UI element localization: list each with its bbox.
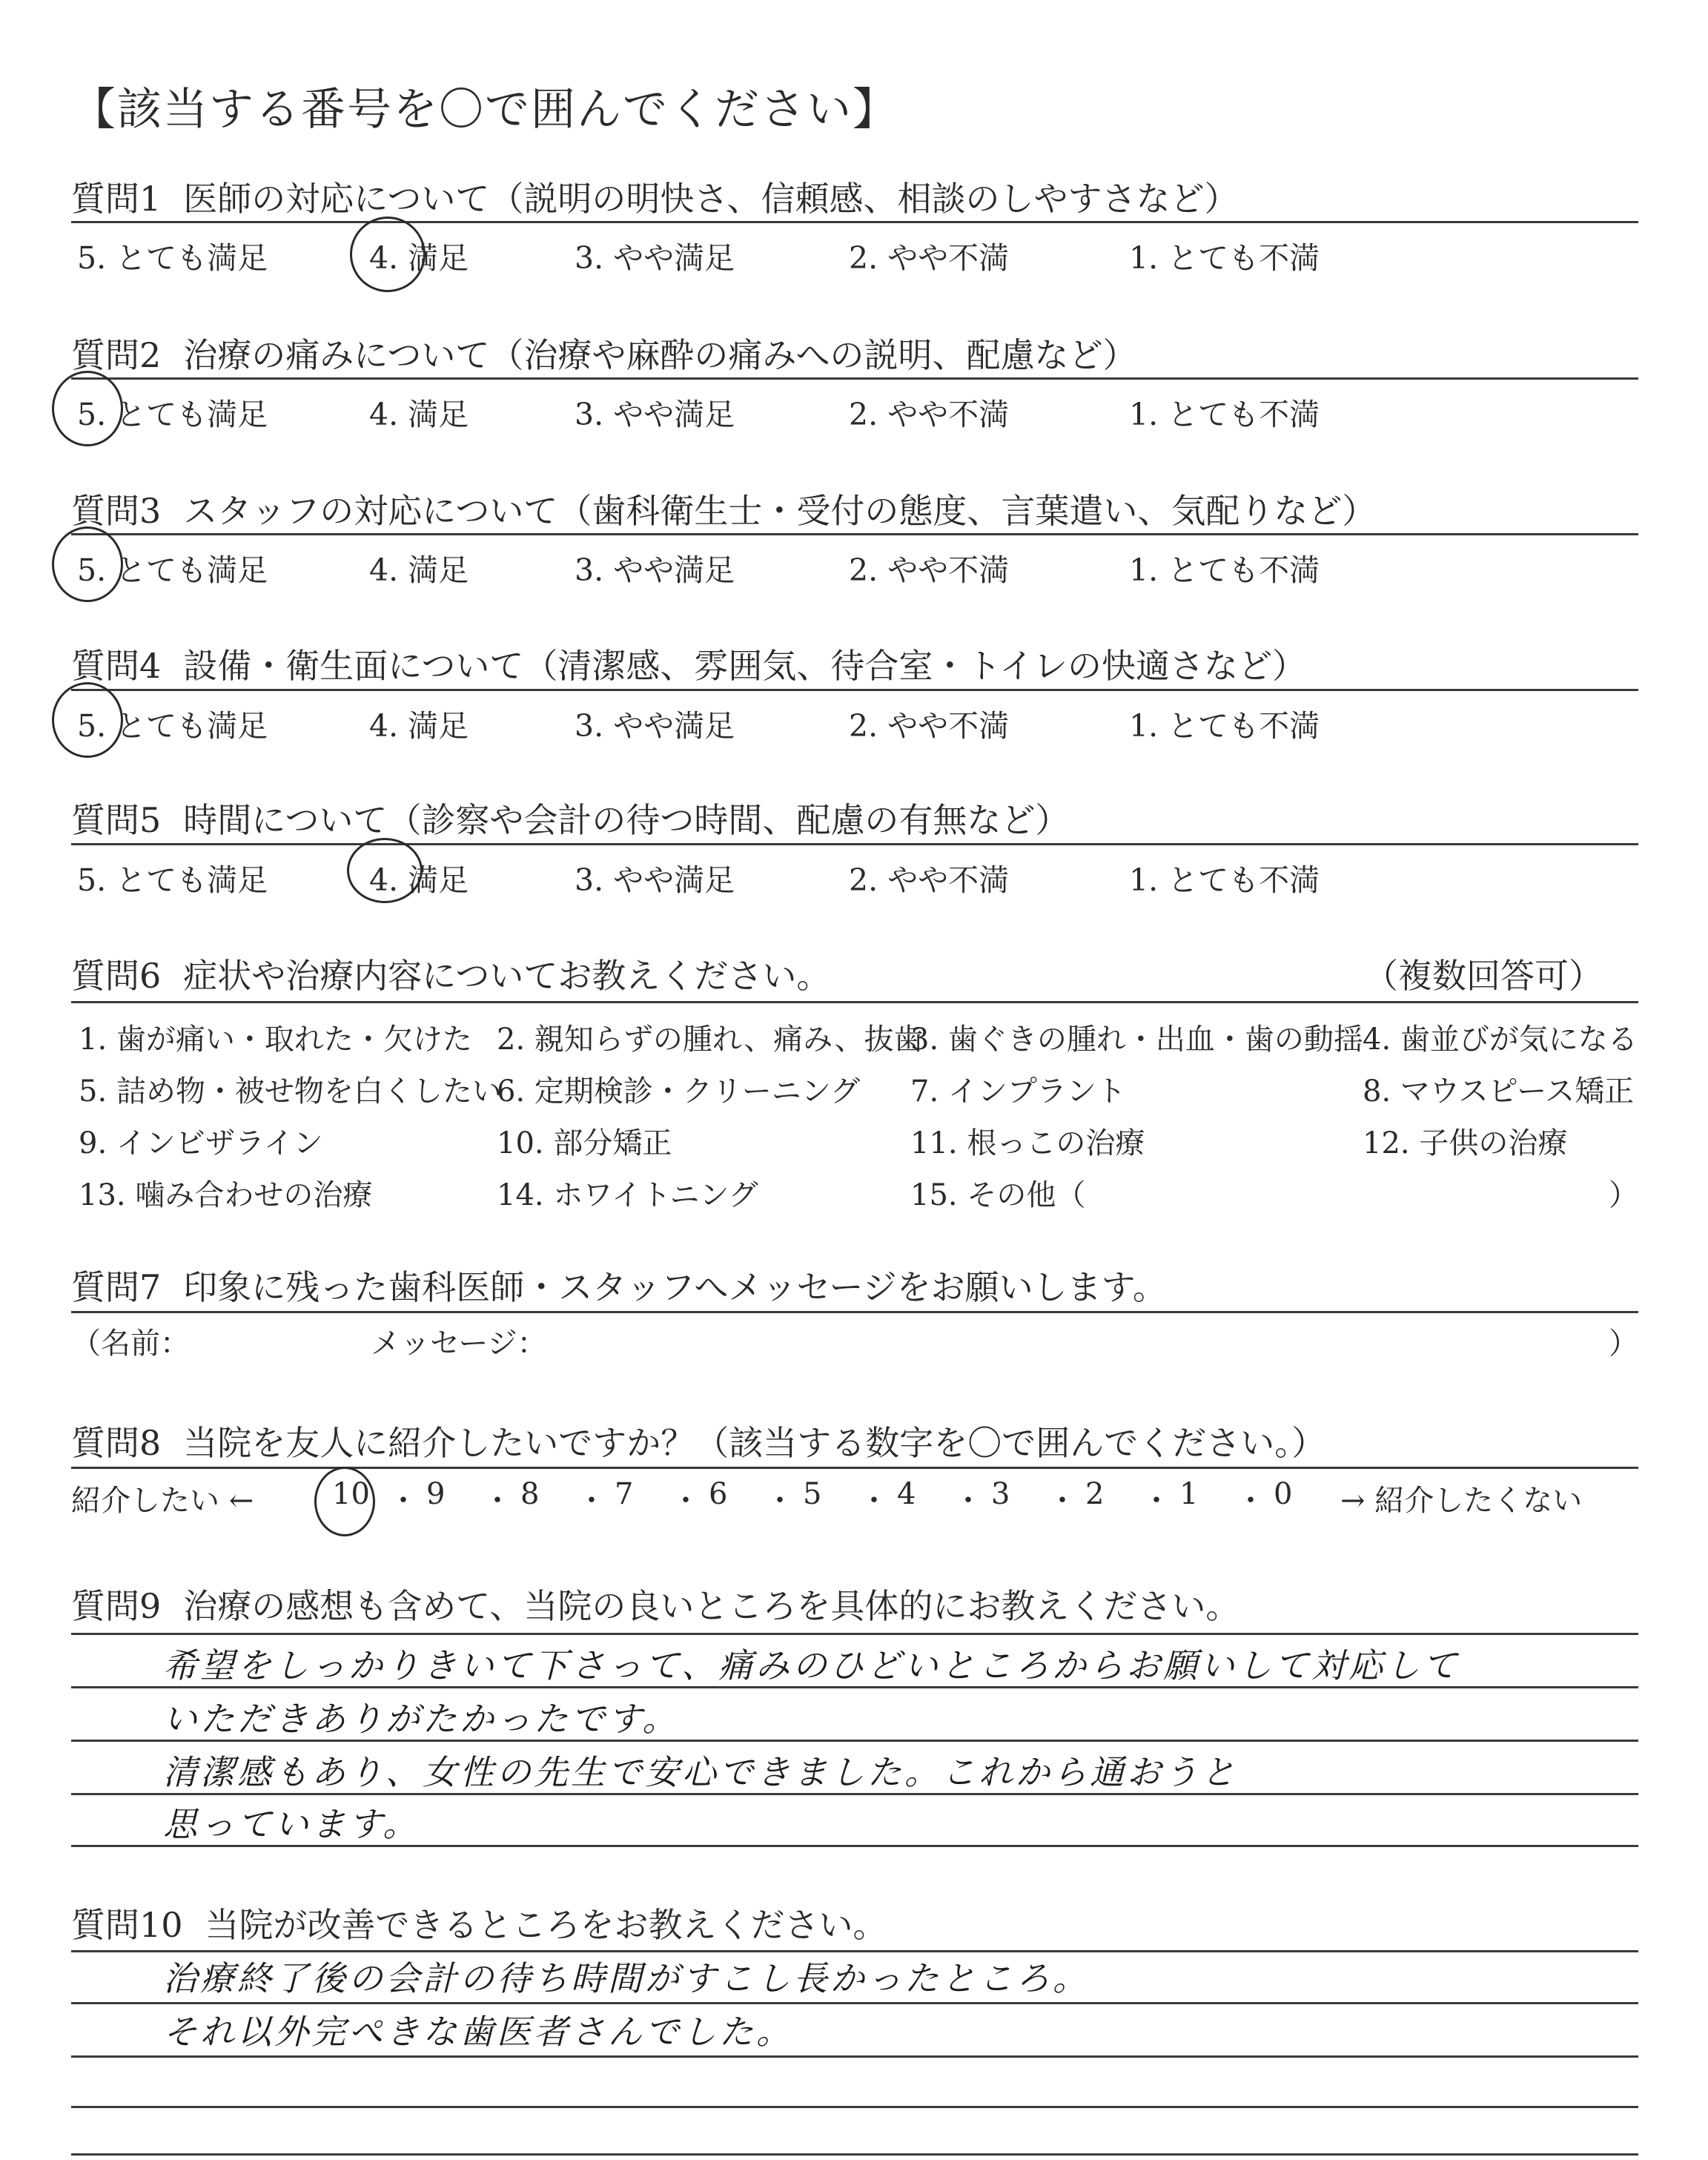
selected-circle-mark	[350, 217, 426, 292]
option-4[interactable]: 4. 満足	[369, 552, 469, 588]
question-number: 質問6	[71, 956, 162, 996]
option-1[interactable]: 1. とても不満	[1129, 708, 1320, 744]
question-text: 治療の感想も含めて、当院の良いところを具体的にお教えください。	[183, 1586, 1240, 1626]
option-1[interactable]: 1. とても不満	[1129, 862, 1320, 898]
option-1[interactable]: 1. とても不満	[1129, 240, 1320, 276]
question-number: 質問9	[71, 1586, 162, 1626]
question-text: 症状や治療内容についてお教えください。	[183, 956, 831, 996]
scale-number-4[interactable]: 4	[897, 1477, 916, 1511]
option-3[interactable]: 3. やや満足	[575, 397, 735, 432]
scale-number-9[interactable]: 9	[426, 1477, 446, 1511]
question-number: 質問7	[71, 1267, 162, 1307]
divider	[71, 533, 1638, 535]
scale-number-8[interactable]: 8	[520, 1477, 540, 1511]
scale-separator: ・	[953, 1484, 983, 1518]
recommend-left-label: 紹介したい ←	[71, 1484, 254, 1518]
scale-separator: ・	[671, 1484, 701, 1518]
divider	[71, 377, 1638, 380]
handwritten-answer-line: 思っています。	[163, 1804, 420, 1844]
selected-circle-mark	[347, 838, 423, 903]
question-text: 印象に残った歯科医師・スタッフへメッセージをお願いします。	[183, 1267, 1167, 1307]
question-text: 医師の対応について（説明の明快さ、信頼感、相談のしやすさなど）	[183, 179, 1239, 219]
symptom-option-11[interactable]: 11. 根っこの治療	[910, 1126, 1145, 1160]
scale-separator: ・	[577, 1484, 606, 1518]
divider	[71, 1467, 1638, 1469]
option-5[interactable]: 5. とても満足	[77, 708, 268, 744]
option-4[interactable]: 4. 満足	[369, 240, 469, 276]
symptom-option-10[interactable]: 10. 部分矯正	[497, 1126, 672, 1160]
divider	[71, 1793, 1638, 1795]
question-2	[71, 328, 1136, 377]
scale-separator: ・	[1236, 1484, 1265, 1518]
scale-separator: ・	[1142, 1484, 1171, 1518]
question-text: 時間について（診察や会計の待つ時間、配慮の有無など）	[183, 800, 1070, 840]
symptom-option-6[interactable]: 6. 定期検診・クリーニング	[497, 1074, 861, 1109]
question-text: 治療の痛みについて（治療や麻酔の痛みへの説明、配慮など）	[183, 335, 1137, 375]
option-2[interactable]: 2. やや不満	[849, 708, 1010, 744]
question-8	[71, 1416, 1325, 1465]
question-4	[71, 639, 1306, 688]
option-3[interactable]: 3. やや満足	[575, 708, 735, 744]
option-2[interactable]: 2. やや不満	[849, 240, 1010, 276]
question-5	[71, 793, 1069, 842]
question-number: 質問4	[71, 646, 162, 686]
question-number: 質問10	[71, 1905, 183, 1945]
divider	[71, 1740, 1638, 1742]
scale-separator: ・	[388, 1484, 418, 1518]
option-5[interactable]: 5. とても満足	[77, 397, 268, 432]
symptom-option-9[interactable]: 9. インビザライン	[79, 1126, 323, 1160]
handwritten-answer-line: 清潔感もあり、女性の先生で安心できました。これから通おうと	[163, 1752, 1238, 1792]
option-5[interactable]: 5. とても満足	[77, 862, 268, 898]
page-title: 【該当する番号を〇で囲んでください】	[71, 84, 898, 136]
question-text: 当院を友人に紹介したいですか？（該当する数字を〇で囲んでください。）	[183, 1423, 1326, 1463]
scale-number-6[interactable]: 6	[709, 1477, 728, 1511]
selected-circle-mark	[52, 371, 123, 446]
handwritten-answer-line: いただきありがたかったです。	[163, 1699, 680, 1739]
question-9	[71, 1579, 1239, 1628]
other-close-paren: ）	[1609, 1178, 1638, 1212]
option-3[interactable]: 3. やや満足	[575, 862, 735, 898]
option-1[interactable]: 1. とても不満	[1129, 397, 1320, 432]
symptom-option-13[interactable]: 13. 噛み合わせの治療	[79, 1178, 373, 1212]
divider	[71, 1845, 1638, 1847]
selected-circle-mark	[52, 682, 123, 758]
option-3[interactable]: 3. やや満足	[575, 552, 735, 588]
question-1	[71, 172, 1239, 221]
question-7	[71, 1261, 1167, 1309]
scale-separator: ・	[1047, 1484, 1077, 1518]
scale-separator: ・	[859, 1484, 889, 1518]
handwritten-answer-line: それ以外完ぺきな歯医者さんでした。	[163, 2012, 793, 2052]
divider	[71, 1001, 1638, 1003]
scale-number-7[interactable]: 7	[615, 1477, 634, 1511]
symptom-option-2[interactable]: 2. 親知らずの腫れ、痛み、抜歯	[497, 1023, 924, 1057]
question-number: 質問2	[71, 335, 162, 375]
handwritten-answer-line: 希望をしっかりきいて下さって、痛みのひどいところからお願いして対応して	[163, 1645, 1460, 1685]
scale-separator: ・	[483, 1484, 512, 1518]
question-text: 当院が改善できるところをお教えください。	[205, 1905, 887, 1945]
option-2[interactable]: 2. やや不満	[849, 397, 1010, 432]
option-3[interactable]: 3. やや満足	[575, 240, 735, 276]
divider	[71, 2002, 1638, 2004]
question-number: 質問3	[71, 491, 162, 531]
divider	[71, 1633, 1638, 1635]
option-5[interactable]: 5. とても満足	[77, 552, 268, 588]
scale-number-3[interactable]: 3	[991, 1477, 1010, 1511]
divider	[71, 2153, 1638, 2156]
scale-number-0[interactable]: 0	[1274, 1477, 1293, 1511]
option-2[interactable]: 2. やや不満	[849, 552, 1010, 588]
option-4[interactable]: 4. 満足	[369, 862, 469, 898]
symptom-option-14[interactable]: 14. ホワイトニング	[497, 1178, 758, 1212]
scale-separator: ・	[765, 1484, 795, 1518]
option-2[interactable]: 2. やや不満	[849, 862, 1010, 898]
option-1[interactable]: 1. とても不満	[1129, 552, 1320, 588]
divider	[71, 2106, 1638, 2108]
divider	[71, 2055, 1638, 2058]
option-4[interactable]: 4. 満足	[369, 397, 469, 432]
divider	[71, 1686, 1638, 1688]
divider	[71, 221, 1638, 223]
scale-number-5[interactable]: 5	[803, 1477, 822, 1511]
question-number: 質問5	[71, 800, 162, 840]
multiple-answer-note: （複数回答可）	[1364, 956, 1603, 996]
symptom-option-1[interactable]: 1. 歯が痛い・取れた・欠けた	[79, 1023, 472, 1057]
scale-number-1[interactable]: 1	[1179, 1477, 1199, 1511]
name-label: （名前：	[71, 1327, 190, 1361]
selected-circle-mark	[314, 1467, 375, 1536]
divider	[71, 689, 1638, 691]
symptom-option-12[interactable]: 12. 子供の治療	[1363, 1126, 1568, 1160]
recommend-right-label: → 紹介したくない	[1340, 1484, 1583, 1518]
message-label: メッセージ：	[371, 1327, 547, 1361]
question-10	[71, 1898, 887, 1947]
question-3	[71, 484, 1376, 533]
scale-number-2[interactable]: 2	[1085, 1477, 1105, 1511]
divider	[71, 843, 1638, 845]
question-number: 質問8	[71, 1423, 162, 1463]
symptom-option-8[interactable]: 8. マウスピース矯正	[1363, 1074, 1635, 1109]
selected-circle-mark	[52, 526, 123, 602]
symptom-option-4[interactable]: 4. 歯並びが気になる	[1363, 1023, 1638, 1057]
symptom-option-5[interactable]: 5. 詰め物・被せ物を白くしたい	[79, 1074, 502, 1109]
question-text: スタッフの対応について（歯科衛生士・受付の態度、言葉遣い、気配りなど）	[183, 491, 1377, 531]
message-close-paren: ）	[1609, 1327, 1638, 1361]
option-4[interactable]: 4. 満足	[369, 708, 469, 744]
question-6	[71, 949, 830, 998]
scale-number-10[interactable]: 10	[332, 1477, 370, 1511]
option-5[interactable]: 5. とても満足	[77, 240, 268, 276]
handwritten-answer-line: 治療終了後の会計の待ち時間がすこし長かったところ。	[163, 1958, 1090, 1998]
question-text: 設備・衛生面について（清潔感、雰囲気、待合室・トイレの快適さなど）	[183, 646, 1307, 686]
divider	[71, 1311, 1638, 1313]
symptom-option-7[interactable]: 7. インプラント	[910, 1074, 1126, 1109]
question-number: 質問1	[71, 179, 162, 219]
symptom-option-3[interactable]: 3. 歯ぐきの腫れ・出血・歯の動揺	[910, 1023, 1363, 1057]
symptom-option-15[interactable]: 15. その他（	[910, 1178, 1086, 1212]
